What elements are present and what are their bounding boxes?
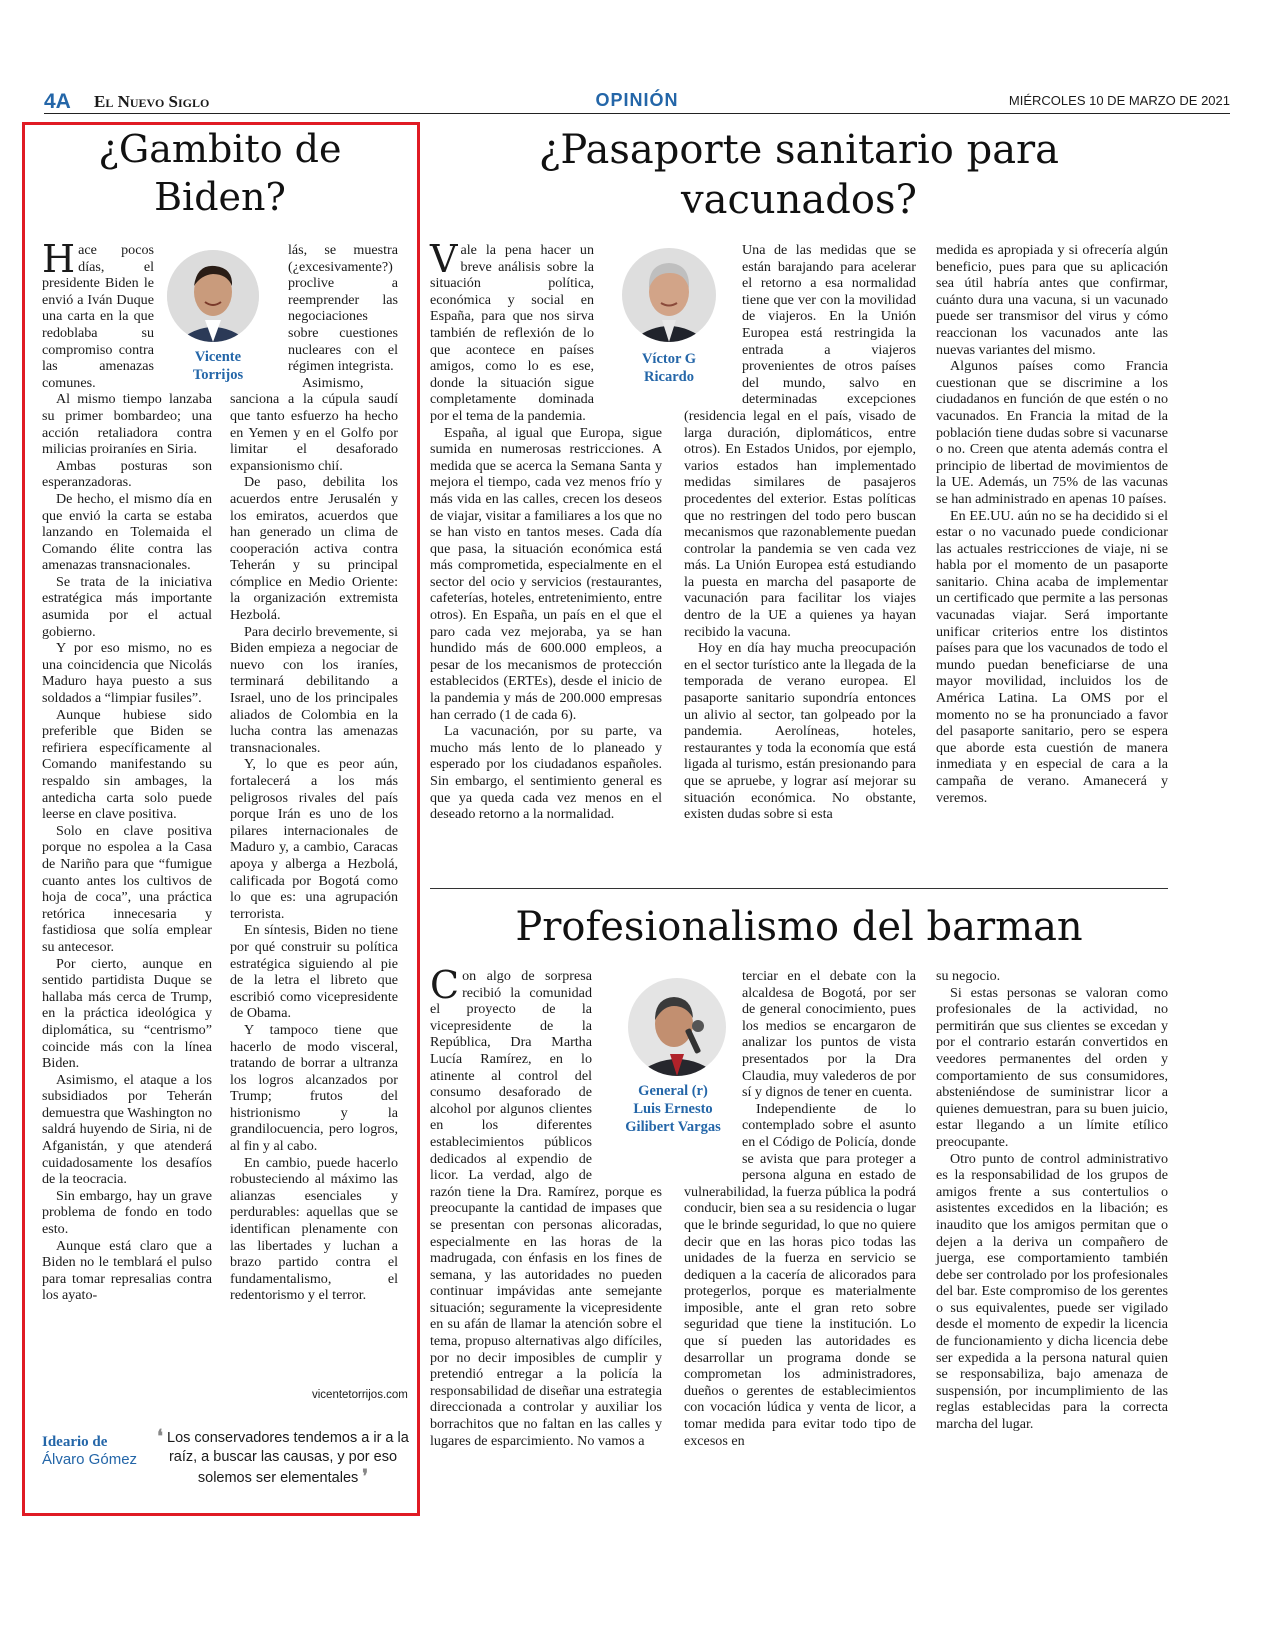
author-last-name: Ricardo bbox=[644, 369, 694, 385]
paragraph: Asimismo, sanciona a la cúpula saudí que tanto esfuerzo ha hecho en Yemen y en el Golfo por limitar el desaforado expansionismo chií. bbox=[230, 374, 398, 474]
paragraph: En EE.UU. aún no se ha decidido si el estar o no vacunado puede condicionar las actuales restricciones de viaje, ni se habla por el momento de un pasaporte sanitario. China acaba de implementar un certificado que permite a las personas vacunadas viajar. Será importante unificar criterios entre los distintos países para que los vacunados de todo el mundo puedan beneficiarse de una mayor movilidad, incluidos los de América Latina. La OMS por el momento no se ha pronunciado a favor del pasaporte sanitario, pero se espera que aborde esta cuestión de manera inmediata y en especial de cara a la campaña de verano. Amanecerá y veremos. bbox=[936, 507, 1168, 806]
newspaper-name: El Nuevo Siglo bbox=[94, 92, 210, 111]
paragraph: on algo de sorpresa recibió la comunidad el proyecto de la vicepresidente de la República, Dra Martha Lucía Ramírez, en lo atinente al control del consumo desaforado de alcohol por algunos clientes en los diferentes establecimientos públicos dedicados al expendio de licor. La verdad, algo de razón tiene la Dra. Ramírez, porque es preocupante la cantidad de impases que se presentan con personas alicoradas, especialmente en las horas de la madrugada, con énfasis en los fines de semana, y las autoridades no pueden continuar impávidas ante semejante situación; seguramente la vicepresidente en su afán de llamar la atención sobre el tema, propuso alternativas algo difíciles, por no decir imposibles de cumplir y pretendió entregar a la policía la responsabilidad de diseñar una estrategia direccionada a controlar y auxiliar los borrachitos que no faltan en las calles y lugares de esparcimiento. No vamos a bbox=[430, 968, 662, 1449]
paragraph: Hoy en día hay mucha preocupación en el sector turístico ante la llegada de la temporada de verano europea. El pasaporte sanitario supondría entonces un alivio al sector, tan golpeado por la pandemia. Aerolíneas, hoteles, restaurantes y toda la economía que está ligada al turismo, están presionando para que se apruebe, y lograr así mejorar su situación económica. No obstante, existen dudas sobre si esta bbox=[684, 640, 916, 823]
page-number: 4A bbox=[44, 90, 71, 113]
paragraph: Por cierto, aunque en sentido partidista Duque se hallaba más cerca de Trump, en la práctica ideológica y diplomática, su “centrismo” coincide más con la línea Biden. bbox=[42, 955, 212, 1072]
article-column-barman-3 bbox=[936, 968, 1168, 1433]
paragraph: Si estas personas se valoran como profesionales de la actividad, no permitirán que sus clientes se excedan y por el contrario estarán convertidos en veedores permanentes del orden y comportamiento de sus consumidores, absteniéndose de suministrar licor a quienes demuestran, para su buen juicio, estar llegando a un límite etílico preocupante. bbox=[936, 984, 1168, 1150]
drop-cap: V bbox=[430, 237, 458, 281]
article-column-pasaporte-1 bbox=[430, 237, 662, 823]
article-title-pasaporte: ¿Pasaporte sanitario para vacunados? bbox=[538, 127, 1060, 223]
author-first-name: Vicente bbox=[194, 349, 242, 365]
drop-cap: C bbox=[430, 963, 460, 1007]
paragraph: En cambio, puede hacerlo robusteciendo al máximo las alianzas esenciales y perdurables: aquellas que se identifican plenamente con las libertades y luchan a brazo partido contra el fundamentalismo, el redentorismo y el terror. bbox=[230, 1154, 398, 1304]
paragraph: Y tampoco tiene que hacerlo de modo visceral, tratando de borrar a ultranza los logros alcanzados por Trump; frutos del histrionismo y la grandilocuencia, pero logros, al fin y al cabo. bbox=[230, 1021, 398, 1155]
page-header bbox=[44, 90, 1230, 112]
paragraph: Una de las medidas que se están barajando para acelerar el retorno a esa normalidad tiene que ver con la movilidad de viajeros. En la Unión Europea está restringida la entrada a viajeros provenientes de otros países del mundo, salvo en determinadas excepciones (residencia legal en el país, visado de larga duración, diplomáticos, entre otros). En Estados Unidos, por ejemplo, varios estados han implementado medidas similares de pasajeros procedentes del exterior. Estas políticas que no restringen del todo pero buscan mecanismos que razonablemente puedan controlar la pandemia se ven cada vez más. La Unión Europea está estudiando la puesta en marcha del pasaporte de vacunación para facilitar los viajes dentro de la UE a quienes ya hayan recibido la vacuna. bbox=[684, 242, 916, 640]
section-divider bbox=[430, 888, 1168, 889]
paragraph: su negocio. bbox=[936, 968, 1001, 984]
article-column-barman-2 bbox=[684, 968, 916, 1449]
paragraph: lás, se muestra (¿excesivamente?) proclive a reemprender las negociaciones sobre cuestiones nucleares con el régimen integrista. bbox=[288, 242, 398, 375]
paragraph: ace pocos días, el presidente Biden le envió a Iván Duque una carta en la que redoblaba su compromiso contra las amenazas comunes. bbox=[42, 242, 154, 391]
edition-date: MIÉRCOLES 10 DE MARZO DE 2021 bbox=[1008, 93, 1230, 108]
paragraph: En síntesis, Biden no tiene por qué construir su política estratégica siguiendo al pie de la letra el libreto que escribió como vicepresidente de Obama. bbox=[230, 922, 398, 1022]
paragraph: ale la pena hacer un breve análisis sobre la situación política, económica y social en España, para que nos sirva también de reflexión de lo que acontece en países amigos, como lo es ese, donde la situación sigue completamente dominada por el tema de la pandemia. bbox=[430, 242, 594, 424]
drop-cap: H bbox=[42, 237, 76, 281]
paragraph: De hecho, el mismo día en que envió la carta se estaba lanzando en Tolemaida el Comando élite contra las amenazas transnacionales. bbox=[42, 490, 212, 574]
paragraph: Y, lo que es peor aún, fortalecerá a los más peligrosos rivales del país porque Irán es uno de los pilares internacionales de Maduro y, a cambio, Caracas apoya y alberga a Hezbolá, calificada por Bogotá como lo que es: una agrupación terrorista. bbox=[230, 756, 398, 922]
ideario-quote-text: Los conservadores tendemos a ir a la raíz, a buscar las causas, y por eso solemos ser elementales bbox=[167, 1430, 409, 1486]
ideario-box bbox=[42, 1427, 417, 1487]
author-last-name: Gilibert Vargas bbox=[625, 1119, 721, 1135]
paragraph: Al mismo tiempo lanzaba su primer bombardeo; una acción retaliadora contra milicias proiraníes en Siria. bbox=[42, 391, 212, 458]
author-first-name: Luis Ernesto bbox=[633, 1101, 713, 1117]
paragraph: Otro punto de control administrativo es la responsabilidad de los grupos de amigos frente a sus contertulios o asistentes excedidos en la libación; es inaudito que los amigos permitan que o dejen a la deriva un compañero de juerga, ese comportamiento también debe ser controlado por los profesionales del bar. Este compromiso de los gerentes o sus equivalentes, puede ser vigilado desde el momento de expedir la licencia de funcionamiento y dicha licencia debe ser expedida a la persona natural quien se responsabiliza, bajo amenaza de suspensión, por incumplimiento de las reglas establecidas para la correcta marcha del lugar. bbox=[936, 1150, 1168, 1433]
article-title-biden: ¿Gambito de Biden? bbox=[98, 127, 342, 219]
author-rank: General (r) bbox=[638, 1083, 708, 1099]
paragraph: Algunos países como Francia cuestionan que se discrimine a los ciudadanos en función de que estén o no vacunados. En Francia la mitad de la población tiene dudas sobre si vacunarse o no. Creen que atenta además contra el principio de libertad de movimientos de la UE. Además, un 75% de las vacunas se han administrado en apenas 10 países. bbox=[936, 358, 1168, 507]
article-title-barman: Profesionalismo del barman bbox=[515, 904, 1083, 950]
ideario-quote-block bbox=[152, 1427, 414, 1488]
paragraph: Aunque hubiese sido preferible que Biden se refiriera específicamente al Comando manifestando su respaldo sin ambages, la antedicha carta solo puede leerse en clave positiva. bbox=[42, 706, 212, 823]
open-quote-icon: ❛ bbox=[157, 1426, 163, 1446]
ideario-author: Álvaro Gómez bbox=[42, 1451, 138, 1468]
paragraph: Se trata de la iniciativa estratégica más importante asumida por el actual gobierno. bbox=[42, 573, 212, 640]
paragraph: De paso, debilita los acuerdos entre Jerusalén y los emiratos, acuerdos que han generado un clima de cooperación activa contra Teherán y su principal cómplice en Medio Oriente: la organización extremista Hezbolá. bbox=[230, 474, 398, 624]
article-column-biden-1 bbox=[42, 237, 212, 1304]
article-column-pasaporte-2 bbox=[684, 242, 916, 823]
paragraph: Solo en clave positiva porque no espolea a la Casa de Nariño para que “fumigue cuanto antes los cultivos de hoja de coca”, una práctica retórica innecesaria y fastidiosa que solía emplear su antecesor. bbox=[42, 822, 212, 955]
paragraph: medida es apropiada y si ofrecería algún beneficio, pues para que su aplicación sea útil habría antes que confirmar, cuánto dura una vacuna, si un vacunado puede ser transmisor del virus y cómo reaccionan los vacunados ante las nuevas variantes del mismo. bbox=[936, 242, 1168, 358]
paragraph: Aunque está claro que a Biden no le temblará el pulso para tomar represalias contra los ayato- bbox=[42, 1237, 212, 1304]
article-column-barman-1 bbox=[430, 963, 662, 1449]
author-website: vicentetorrijos.com bbox=[312, 1389, 408, 1401]
paragraph: Ambas posturas son esperanzadoras. bbox=[42, 457, 212, 491]
paragraph: Sin embargo, hay un grave problema de fondo en todo esto. bbox=[42, 1187, 212, 1238]
paragraph: La vacunación, por su parte, va mucho más lento de lo planeado y esperado por los ciudadanos españoles. Sin embargo, el sentimiento general es que ya queda cada vez menos en el deseado retorno a la normalidad. bbox=[430, 723, 662, 823]
header-divider bbox=[44, 113, 1230, 114]
paragraph: Asimismo, el ataque a los subsidiados por Teherán demuestra que Washington no saldrá huyendo de Siria, ni de Afganistán, y que atenderá cuidadosamente los desafíos de la teocracia. bbox=[42, 1071, 212, 1188]
author-last-name: Torrijos bbox=[192, 367, 244, 383]
paragraph: España, al igual que Europa, sigue sumida en numerosas restricciones. A medida que se acerca la Semana Santa y mejora el tiempo, cada vez menos frío y más vida en las calles, crecen los deseos de viajar, visitar a familiares a los que no se han visto en tantos meses. Cada día que pasa, la situación económica está más comprometida, especialmente en el sector del ocio y servicios (restaurantes, cafeterías, hoteles, entretenimiento, entre otros). En España, un país en el que el paro cada vez mejoraba, ya se han hundido más de 600.000 empleos, a pesar de los mecanismos de protección establecidos (ERTEs), desde el inicio de la pandemia y más de 200.000 empresas han cerrado (1 de cada 6). bbox=[430, 424, 662, 723]
paragraph: terciar en el debate con la alcaldesa de Bogotá, por ser de general conocimiento, pues los medios se encargaron de analizar los puntos de vista presentados por la Dra Claudia, muy valederos de por sí y dignos de tener en cuenta. bbox=[742, 968, 916, 1101]
author-first-name: Víctor G bbox=[641, 351, 697, 367]
article-column-pasaporte-3 bbox=[936, 242, 1168, 806]
paragraph: Y por eso mismo, no es una coincidencia que Nicolás Maduro haya puesto a sus soldados a “limpiar fusiles”. bbox=[42, 640, 212, 707]
close-quote-icon: ❜ bbox=[362, 1466, 369, 1486]
paragraph: Para decirlo brevemente, si Biden empieza a negociar de nuevo con los iraníes, terminará debilitando a Israel, uno de los principales aliados de Colombia en la lucha contra las amenazas transnacionales. bbox=[230, 623, 398, 756]
section-title: OPINIÓN bbox=[595, 90, 679, 110]
ideario-label: Ideario de bbox=[42, 1434, 108, 1450]
article-column-biden-2 bbox=[230, 242, 398, 1304]
paragraph: Independiente de lo contemplado sobre el asunto en el Código de Policía, donde se avista que para proteger a persona alguna en estado de vulnerabilidad, la fuerza pública la podrá conducir, bien sea a su residencia o lugar que le brinde seguridad, lo que no quiere decir que en las horas pico todas las unidades de la fuerza en servicio se dediquen a la cacería de alicorados para protegerlos, porque es materialmente imposible, ante el gran reto sobre seguridad que tiene la institución. Lo que sí pueden las autoridades es desarrollar un programa donde se comprometan los administradores, dueños o gerentes de establecimientos con vocación lúdica y venta de licor, a tomar medida para evitar todo tipo de excesos en bbox=[684, 1100, 916, 1449]
